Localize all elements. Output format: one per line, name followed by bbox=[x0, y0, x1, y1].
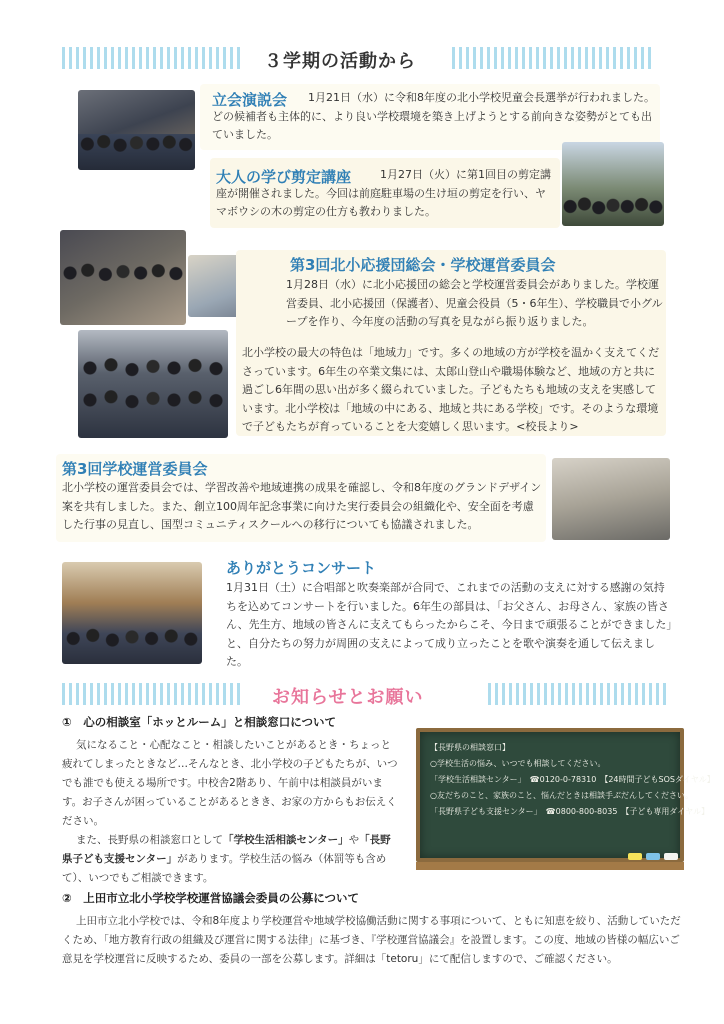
section-title-third-term: ３学期の活動から bbox=[264, 51, 416, 72]
chalk-blue bbox=[646, 853, 660, 860]
concert-text: 1月31日（土）に合唱部と吹奏楽部が合同で、これまでの活動の支えに対する感謝の気持ちを込めてコンサートを行いました。6年生の部員は、「お父さん、お母さん、家族の皆さん、先生方、地域の皆さんに支えてもらったからこそ、今日まで頑張ることができました」と、自分たちの努力が周囲の支えによって成り立ったことを歌や演奏を通して伝えました。 bbox=[226, 581, 672, 668]
notice1-text1: 気になること・心配なこと・相談したいことがあるとき・ちょっと疲れてしまったときなど…そんなとき、北小学校の子どもたちが、いつでも誰でも使える場所です。中校舎2階あり、午前中は相談員がいます。お子さんが困っていることがあるときき、お家の方からもお伝えください。 bbox=[62, 739, 398, 827]
principal-message: 北小学校の最大の特色は「地域力」です。多くの地域の方が学校を温かく支えてくださっています。6年生の卒業文集には、太郎山登山や職場体験など、地域の方と共に過ごし6年間の思い出が多く綴られていました。子どもたちも地域の支えを実感しています。北小学校は「地域の中にある、地域と共にある学校」です。そのような環境で子どもたちが育っていることを大変嬉しく思います。<校長より> bbox=[242, 346, 660, 433]
speech-text: 1月21日（水）に令和8年度の北小学校児童会長選挙が行われました。どの候補者も主体的に、より良い学校環境を築き上げようとする前向きな姿勢がとても出ていました。 bbox=[212, 91, 655, 141]
photo-pruning-workshop bbox=[562, 142, 664, 226]
assembly-text: 1月28日（水）に北小応援団の総会と学校運営委員会がありました。学校運営委員、北小応援団（保護者）、児童会役員（5・6年生）、学校職員で小グループを作り、今年度の活動の写真を見ながら振り返りました。 bbox=[286, 278, 663, 328]
center1-name: 「学校生活相談センター」 bbox=[223, 834, 349, 846]
notice1-title: ① 心の相談室「ホッとルーム」と相談窓口について bbox=[62, 715, 337, 729]
notice1-text2-post: があります。学校生活の悩み（体罰等も含めて）、いつでもご相談できます。 bbox=[62, 853, 387, 884]
notice1-text2-mid: や bbox=[348, 834, 360, 846]
speech-title: 立会演説会 bbox=[212, 91, 288, 109]
photo-concert-hall bbox=[62, 562, 202, 664]
center2-name: 「長野県子ども支援センター」 bbox=[62, 834, 391, 865]
board-line-2: ○学校生活の悩み、いつでも相談してください。 bbox=[430, 759, 606, 768]
notice2-text: 上田市立北小学校では、令和8年度より学校運営や地域学校協働活動に関する事項について、ともに知恵を絞り、活動していただくため、「地方教育行政の組織及び運営に関する法律」に基づき、『学校運営協議会』を設置します。この度、地域の皆様の幅広いご意見を学校運営に反映するため、委員の一部を公募します。詳細は「tetoru」にて配信しますので、ご確認ください。 bbox=[62, 915, 681, 965]
pruning-text: 1月27日（火）に第1回目の剪定講座が開催されました。今回は前庭駐車場の生け垣の剪定を行い、ヤマボウシの木の剪定の仕方も教わりました。 bbox=[216, 168, 551, 218]
board-line-4: ○友だちのこと、家族のこと、悩んだときは相談手ぶだんしてください。 bbox=[430, 791, 693, 800]
pruning-title: 大人の学び剪定講座 bbox=[216, 168, 352, 186]
board-line-1: 【長野県の相談窓口】 bbox=[430, 743, 510, 752]
assembly-title: 第3回北小応援団総会・学校運営委員会 bbox=[290, 256, 556, 274]
notice-stripe-left bbox=[62, 683, 242, 705]
board-line-3: 「学校生活相談センター」 ☎0120-0-78310 【24時間子どもSOSダイヤル】 bbox=[430, 775, 715, 784]
photo-speech-assembly bbox=[78, 90, 195, 170]
consultation-blackboard bbox=[416, 728, 715, 862]
notice-stripe-right bbox=[488, 683, 668, 705]
blackboard-tray bbox=[416, 862, 684, 870]
chalk-white bbox=[664, 853, 678, 860]
concert-title: ありがとうコンサート bbox=[226, 559, 377, 577]
section-title-notices: お知らせとお願い bbox=[272, 687, 424, 708]
header-stripe-right bbox=[452, 47, 652, 69]
committee-title: 第3回学校運営委員会 bbox=[62, 460, 208, 478]
committee-text: 北小学校の運営委員会では、学習改善や地域連携の成果を確認し、令和8年度のグランドデザイン案を共有しました。また、創立100周年記念事業に向けた実行委員会の組織化や、安全面を考慮した行事の見直し、国型コミュニティスクールへの移行についても協議されました。 bbox=[62, 481, 542, 531]
board-line-5: 「長野県子ども支援センター」 ☎0800-800-8035 【子ども専用ダイヤル】 bbox=[430, 807, 710, 816]
photo-committee-meeting bbox=[552, 458, 670, 540]
chalk-yellow bbox=[628, 853, 642, 860]
notice1-text2 bbox=[62, 831, 398, 888]
photo-group-portrait bbox=[78, 330, 228, 438]
header-stripe-left bbox=[62, 47, 242, 69]
notice1-text2-pre: また、長野県の相談窓口として bbox=[76, 834, 223, 846]
notice2-title: ② 上田市立北小学校学校運営協議会委員の公募について bbox=[62, 891, 360, 905]
photo-assembly-group bbox=[60, 230, 186, 325]
